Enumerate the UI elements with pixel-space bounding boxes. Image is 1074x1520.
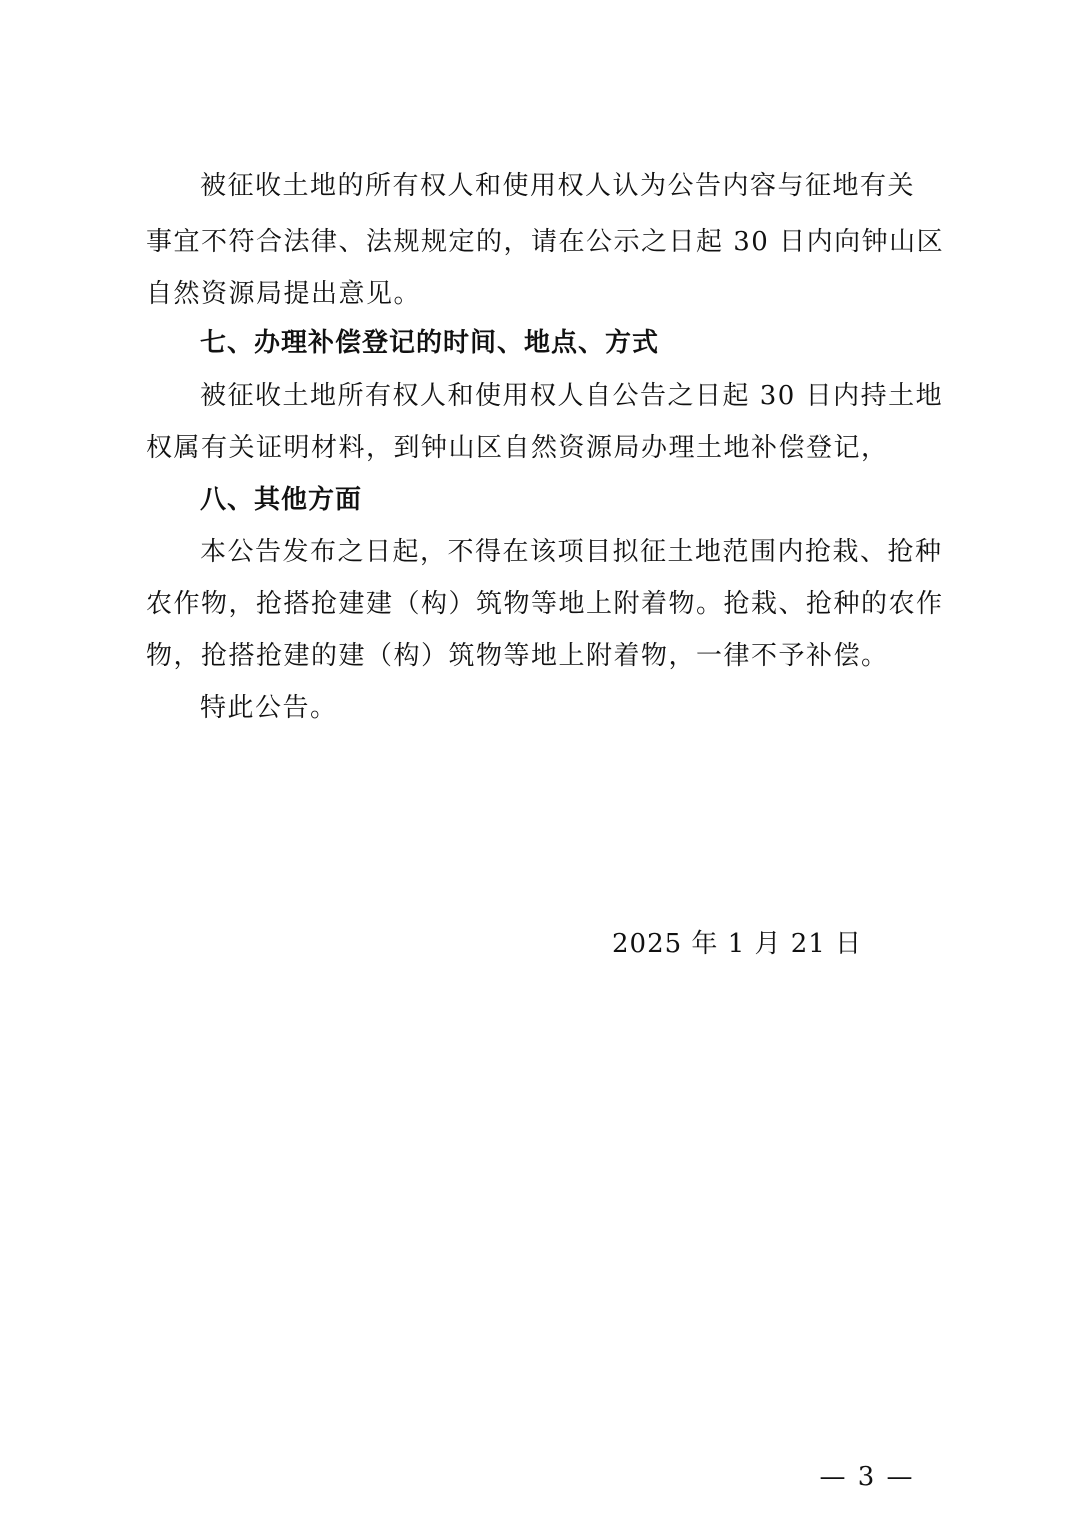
paragraph-objection-line-2: 事宜不符合法律、法规规定的，请在公示之日起 30 日内向钟山区 [146,227,945,257]
paragraph-registration-line-2: 权属有关证明材料，到钟山区自然资源局办理土地补偿登记， [146,433,889,463]
closing-statement: 特此公告。 [200,693,338,723]
section-heading-eight: 八、其他方面 [200,485,363,515]
page-number: — 3 — [819,1462,915,1492]
paragraph-other-line-2: 农作物，抢搭抢建建（构）筑物等地上附着物。抢栽、抢种的农作 [146,589,944,619]
paragraph-registration-line-1: 被征收土地所有权人和使用权人自公告之日起 30 日内持土地 [200,381,944,411]
section-heading-seven: 七、办理补偿登记的时间、地点、方式 [200,328,660,358]
announcement-date: 2025 年 1 月 21 日 [612,929,863,959]
paragraph-other-line-1: 本公告发布之日起，不得在该项目拟征土地范围内抢栽、抢种 [200,537,943,567]
paragraph-other-line-3: 物，抢搭抢建的建（构）筑物等地上附着物，一律不予补偿。 [146,641,889,671]
paragraph-objection-line-3: 自然资源局提出意见。 [146,279,422,309]
paragraph-objection-line-1: 被征收土地的所有权人和使用权人认为公告内容与征地有关 [200,171,916,201]
